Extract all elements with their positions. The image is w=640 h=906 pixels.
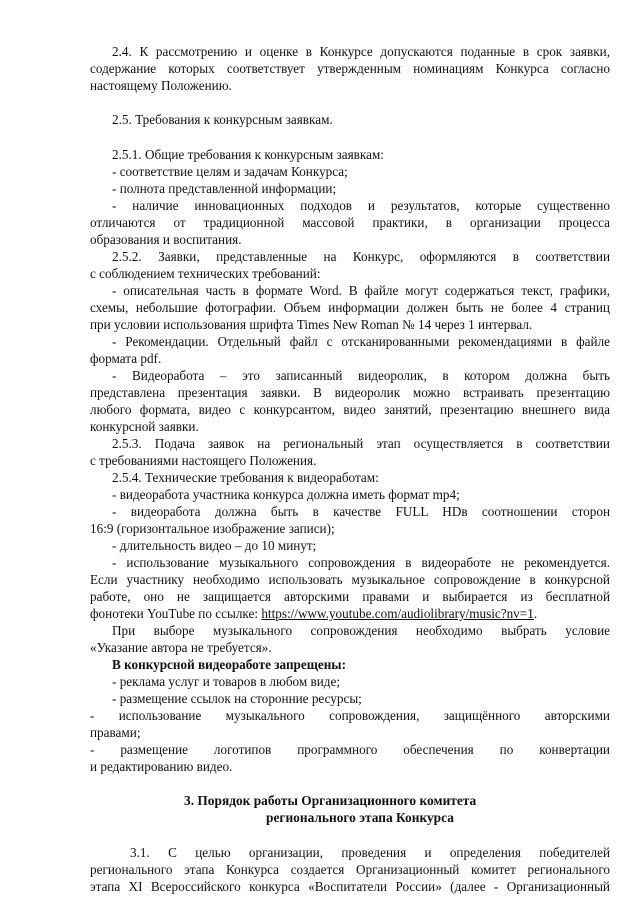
list-item: - использование музыкального сопровождения в видеоработе не рекомендуется. [112, 555, 610, 570]
list-item: - размещение ссылок на сторонние ресурсы; [112, 691, 362, 706]
section-2-5-3-line-2: с требованиями настоящего Положения. [90, 453, 317, 468]
paragraph-line: конкурсной заявки. [90, 419, 199, 434]
section-3-1-line-1: 3.1. С целью организации, проведения и определения победителей [130, 845, 610, 860]
list-item: - размещение логотипов программного обеспечения по конвертации [90, 742, 610, 757]
prohibited-heading: В конкурсной видеоработе запрещены: [112, 657, 346, 672]
paragraph-line: «Указание автора не требуется». [90, 640, 272, 655]
list-item: - описательная часть в формате Word. В файле могут содержаться текст, графики, [112, 283, 610, 298]
link-prefix-text: фонотеки YouTube по ссылке: [90, 606, 262, 621]
list-item: - длительность видео – до 10 минут; [112, 538, 317, 553]
list-item: - соответствие целям и задачам Конкурса; [112, 164, 348, 179]
section-3-heading-line-2: регионального этапа Конкурса [266, 810, 454, 825]
section-2-5-2-line-2: с соблюдением технических требований: [90, 266, 321, 281]
section-2-4-line-2: содержание которых соответствует утвержденным номинациям Конкурса согласно [90, 61, 610, 76]
section-3-1-line-3: этапа XI Всероссийского конкурса «Воспитатели России» (далее - Организационный [90, 879, 610, 894]
youtube-audiolibrary-link[interactable]: https://www.youtube.com/audiolibrary/music?nv=1 [261, 606, 534, 621]
list-item: - наличие инновационных подходов и результатов, которые существенно [112, 198, 610, 213]
paragraph-line: Если участнику необходимо использовать музыкальное сопровождение в конкурсной [90, 572, 610, 587]
paragraph-line: при условии использования шрифта Times New Roman № 14 через 1 интервал. [90, 317, 533, 332]
paragraph-line [90, 606, 537, 623]
list-item: - видеоработа должна быть в качестве FULL HDв соотношении сторон [112, 504, 610, 519]
section-2-4-line-1: 2.4. К рассмотрению и оценке в Конкурсе допускаются поданные в срок заявки, [112, 44, 610, 59]
list-item: - Рекомендации. Отдельный файл с отсканированными рекомендациями в файле [112, 334, 610, 349]
paragraph-line: правами; [90, 725, 141, 740]
paragraph-line: отличаются от традиционной массовой практики, в организации процесса [90, 215, 610, 230]
section-2-5-4-heading: 2.5.4. Технические требования к видеоработам: [112, 470, 379, 485]
paragraph-line: и редактированию видео. [90, 759, 233, 774]
section-3-1-line-2: регионального этапа Конкурса создается Организационный комитет регионального [90, 862, 610, 877]
paragraph-line: схемы, небольшие фотографии. Объем информации должен быть не более 4 страниц [90, 300, 610, 315]
period-text: . [533, 606, 538, 621]
section-2-5-2-line-1: 2.5.2. Заявки, представленные на Конкурс, оформляются в соответствии [112, 249, 610, 264]
list-item: - Видеоработа – это записанный видеоролик, в котором должна быть [112, 368, 610, 383]
list-item: - использование музыкального сопровождения, защищённого авторскими [90, 708, 610, 723]
section-2-5-3-line-1: 2.5.3. Подача заявок на региональный этап осуществляется в соответствии [112, 436, 610, 451]
paragraph-line: При выборе музыкального сопровождения необходимо выбрать условие [112, 623, 610, 638]
paragraph-line: любого формата, видео с конкурсантом, видео занятий, презентацию внешнего вида [90, 402, 610, 417]
paragraph-line: образования и воспитания. [90, 232, 242, 247]
paragraph-line: работе, оно не защищается авторскими правами и выбирается из бесплатной [90, 589, 610, 604]
paragraph-line: представлена презентация заявки. В видеоролик можно встраивать презентацию [90, 385, 610, 400]
list-item: - полнота представленной информации; [112, 181, 337, 196]
section-2-4-line-3: настоящему Положению. [90, 78, 232, 93]
list-item: - реклама услуг и товаров в любом виде; [112, 674, 341, 689]
list-item: - видеоработа участника конкурса должна иметь формат mp4; [112, 487, 460, 502]
section-3-heading-line-1: 3. Порядок работы Организационного комитета [184, 793, 477, 808]
section-2-5-heading: 2.5. Требования к конкурсным заявкам. [112, 112, 333, 127]
paragraph-line: 16:9 (горизонтальное изображение записи); [90, 521, 335, 536]
section-2-5-1-heading: 2.5.1. Общие требования к конкурсным заявкам: [112, 147, 384, 162]
paragraph-line: формата pdf. [90, 351, 162, 366]
